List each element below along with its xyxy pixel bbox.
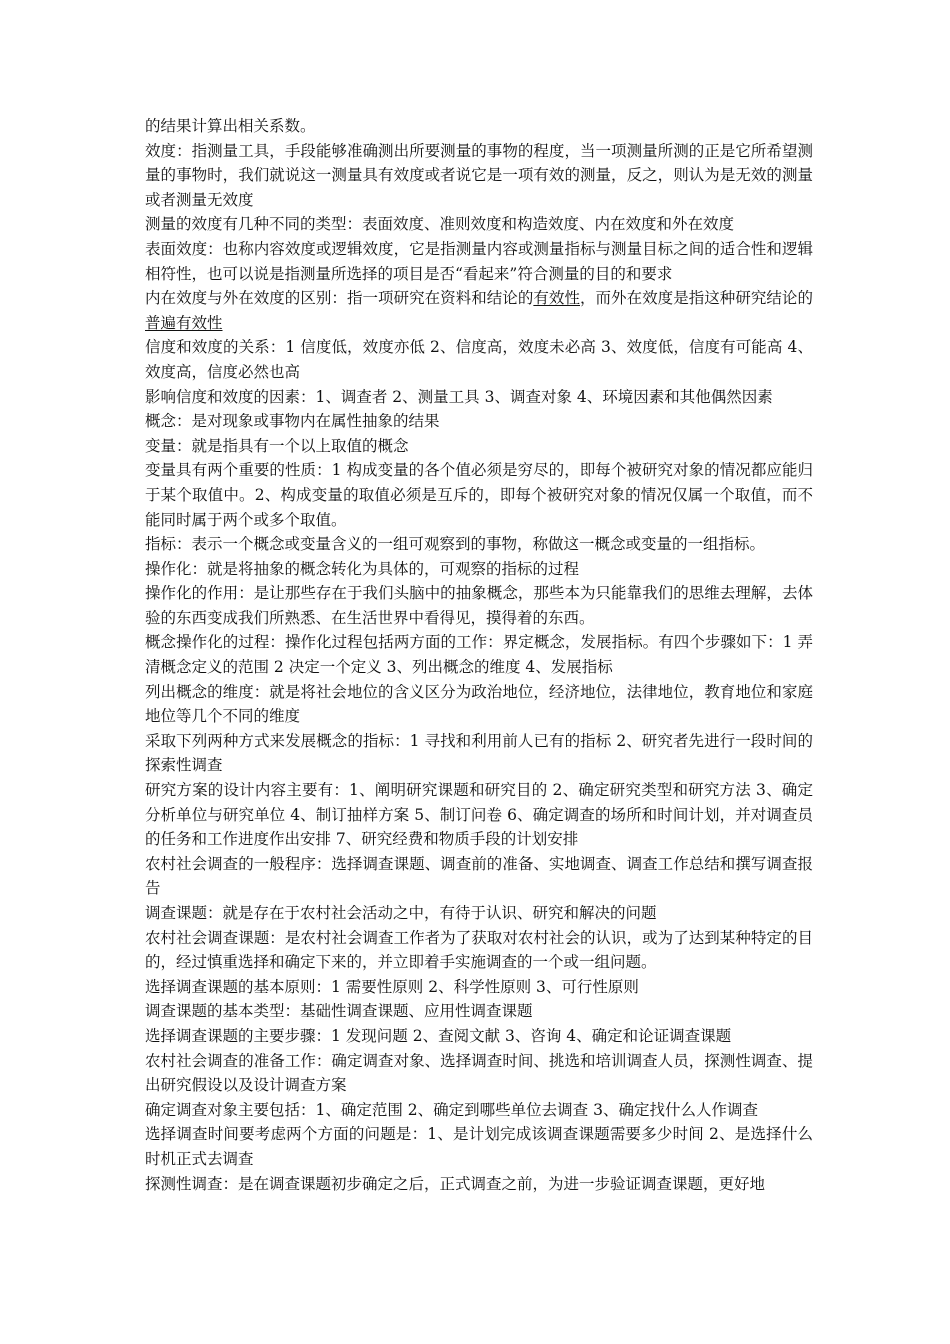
underlined-term: 有效性 xyxy=(533,289,580,308)
text-segment: 内在效度与外在效度的区别：指一项研究在资料和结论的 xyxy=(145,289,534,308)
paragraph-exploratory-survey: 探测性调查：是在调查课题初步确定之后，正式调查之前，为进一步验证调查课题，更好地 xyxy=(145,1174,766,1193)
paragraph-indicator-methods: 采取下列两种方式来发展概念的指标：1 寻找和利用前人已有的指标 2、研究者先进行一段时间的探索性调查 xyxy=(145,731,813,775)
paragraph-survey-objects: 确定调查对象主要包括：1、确定范围 2、确定到哪些单位去调查 3、确定找什么人作调查 xyxy=(145,1100,758,1119)
paragraph-operationalization: 操作化：就是将抽象的概念转化为具体的，可观察的指标的过程 xyxy=(145,559,580,578)
paragraph-survey-procedure: 农村社会调查的一般程序：选择调查课题、调查前的准备、实地调查、调查工作总结和撰写调查报告 xyxy=(145,854,813,898)
paragraph-preparation: 农村社会调查的准备工作：确定调查对象、选择调查时间、挑选和培训调查人员，探测性调查、提出研究假设以及设计调查方案 xyxy=(145,1051,813,1095)
paragraph-survey-time: 选择调查时间要考虑两个方面的问题是：1、是计划完成该调查课题需要多少时间 2、是选择什么时机正式去调查 xyxy=(145,1125,813,1168)
paragraph-validity-types: 测量的效度有几种不同的类型：表面效度、准则效度和构造效度、内在效度和外在效度 xyxy=(145,215,735,234)
document-body xyxy=(145,114,813,1196)
paragraph-concept-dimensions: 列出概念的维度：就是将社会地位的含义区分为政治地位，经济地位，法律地位，教育地位和家庭地位等几个不同的维度 xyxy=(145,682,813,726)
paragraph-continuation: 的结果计算出相关系数。 xyxy=(145,117,316,135)
paragraph-indicator: 指标：表示一个概念或变量含义的一组可观察到的事物，称做这一概念或变量的一组指标。 xyxy=(145,535,766,554)
paragraph-research-design: 研究方案的设计内容主要有：1、阐明研究课题和研究目的 2、确定研究类型和研究方法 3、确定分析单位与研究单位 4、制订抽样方案 5、制订问卷 6、确定调查的场所和时间计划，并对调查员的任务和工作进度作出安排 7、研究经费和物质手段的计划安排 xyxy=(145,781,813,849)
paragraph-topic-principles: 选择调查课题的基本原则：1 需要性原则 2、科学性原则 3、可行性原则 xyxy=(145,977,639,996)
paragraph-face-validity: 表面效度：也称内容效度或逻辑效度，它是指测量内容或测量指标与测量目标之间的适合性和逻辑相符性，也可以说是指测量所选择的项目是否“看起来”符合测量的目的和要求 xyxy=(145,239,813,283)
paragraph-variable: 变量：就是指具有一个以上取值的概念 xyxy=(145,436,409,455)
underlined-term: 普遍有效性 xyxy=(145,313,223,332)
paragraph-operationalization-process: 概念操作化的过程：操作化过程包括两方面的工作：界定概念，发展指标。有四个步骤如下：1 弄清概念定义的范围 2 决定一个定义 3、列出概念的维度 4、发展指标 xyxy=(145,633,813,677)
paragraph-operationalization-role: 操作化的作用：是让那些存在于我们头脑中的抽象概念，那些本为只能靠我们的思维去理解，去体验的东西变成我们所熟悉、在生活世界中看得见，摸得着的东西。 xyxy=(145,584,813,627)
paragraph-reliability-validity-relation: 信度和效度的关系：1 信度低，效度亦低 2、信度高，效度未必高 3、效度低，信度有可能高 4、效度高，信度必然也高 xyxy=(145,338,813,381)
paragraph-concept: 概念：是对现象或事物内在属性抽象的结果 xyxy=(145,412,440,431)
text-segment: ，而外在效度是指这种研究结论的 xyxy=(579,289,813,308)
paragraph-survey-topic: 调查课题：就是存在于农村社会活动之中，有待于认识、研究和解决的问题 xyxy=(145,904,657,922)
paragraph-topic-types: 调查课题的基本类型：基础性调查课题、应用性调查课题 xyxy=(145,1002,533,1021)
paragraph-validity-definition: 效度：指测量工具，手段能够准确测出所要测量的事物的程度，当一项测量所测的正是它所希望测量的事物时，我们就说这一测量具有效度或者说它是一项有效的测量，反之，则认为是无效的测量或者测量无效度 xyxy=(145,141,813,209)
paragraph-topic-steps: 选择调查课题的主要步骤：1 发现问题 2、查阅文献 3、咨询 4、确定和论证调查课题 xyxy=(145,1026,732,1045)
paragraph-rural-survey-topic: 农村社会调查课题：是农村社会调查工作者为了获取对农村社会的认识，或为了达到某种特定的目的，经过慎重选择和确定下来的，并立即着手实施调查的一个或一组问题。 xyxy=(145,928,813,972)
paragraph-influencing-factors: 影响信度和效度的因素：1、调查者 2、测量工具 3、调查对象 4、环境因素和其他偶然因素 xyxy=(145,387,773,406)
paragraph-internal-external-validity xyxy=(145,286,813,335)
paragraph-variable-properties: 变量具有两个重要的性质：1 构成变量的各个值必须是穷尽的，即每个被研究对象的情况都应能归于某个取值中。2、构成变量的取值必须是互斥的，即每个被研究对象的情况仅属一个取值，而不能同时属于两个或多个取值。 xyxy=(145,461,813,529)
